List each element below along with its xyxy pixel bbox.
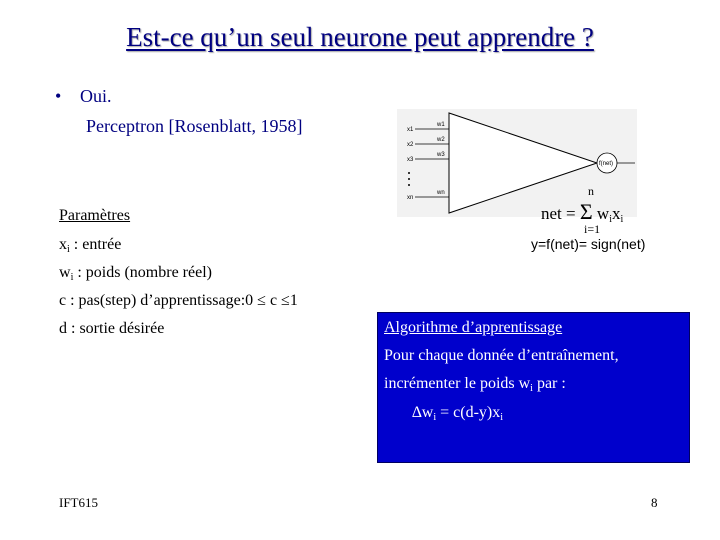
input-x2-label: x2 [407,142,414,148]
algorithm-line-2-prefix: incrémenter le poids w [384,375,531,392]
param-w-var: w [59,264,71,281]
net-prefix: net = [541,204,576,223]
slide-title: Est-ce qu’un seul neurone peut apprendre ? [126,22,594,52]
bullet-text: Oui. [80,86,112,106]
update-formula-mid: = c(d-y)x [436,404,501,421]
bullet-item [55,86,112,107]
param-x [59,236,121,255]
param-w [59,264,212,283]
sigma-symbol: Σ [579,199,593,224]
sum-lower-limit: i=1 [584,222,601,236]
weight-wn-label: wn [437,190,445,196]
net-w-var: w [596,204,610,223]
update-w-sub: i [433,412,437,423]
algorithm-line-2-suffix: par : [532,375,566,392]
bullet-symbol: • [55,86,62,106]
algorithm-line-2-sub: i [530,383,533,394]
perceptron-reference: Perceptron [Rosenblatt, 1958] [86,116,303,136]
param-w-sub: i [70,272,74,283]
param-x-sub: i [67,244,70,255]
algorithm-line-2 [384,375,566,394]
net-x-var: x [611,204,621,223]
weight-w2-label: w2 [437,137,445,143]
input-x3-label: x3 [407,157,414,163]
page-number: 8 [651,495,658,510]
algorithm-title: Algorithme d’apprentissage [384,319,563,336]
param-x-desc: : entrée [69,236,122,253]
delta-symbol: ∆ [412,404,422,421]
param-d: d : sortie désirée [59,320,165,337]
update-x-sub: i [500,412,504,423]
update-formula [412,404,503,423]
param-w-desc: : poids (nombre réel) [73,264,212,281]
update-w-var: w [421,404,434,421]
output-formula: y=f(net)= sign(net) [531,236,646,252]
input-x1-label: x1 [407,127,414,133]
weight-w3-label: w3 [437,152,445,158]
weight-w1-label: w1 [437,122,445,128]
param-c: c : pas(step) d’apprentissage:0 ≤ c ≤1 [59,292,298,309]
param-x-var: x [59,236,67,253]
net-formula [541,199,623,225]
params-title: Paramètres [59,207,131,224]
algorithm-line-1: Pour chaque donnée d’entraînement, [384,347,619,364]
sum-upper-limit: n [588,184,594,198]
input-xn-label: xn [407,195,414,201]
net-x-sub: i [620,214,624,225]
activation-node-label: f(net) [599,161,614,167]
course-code: IFT615 [59,495,98,510]
net-w-sub: i [609,214,612,225]
